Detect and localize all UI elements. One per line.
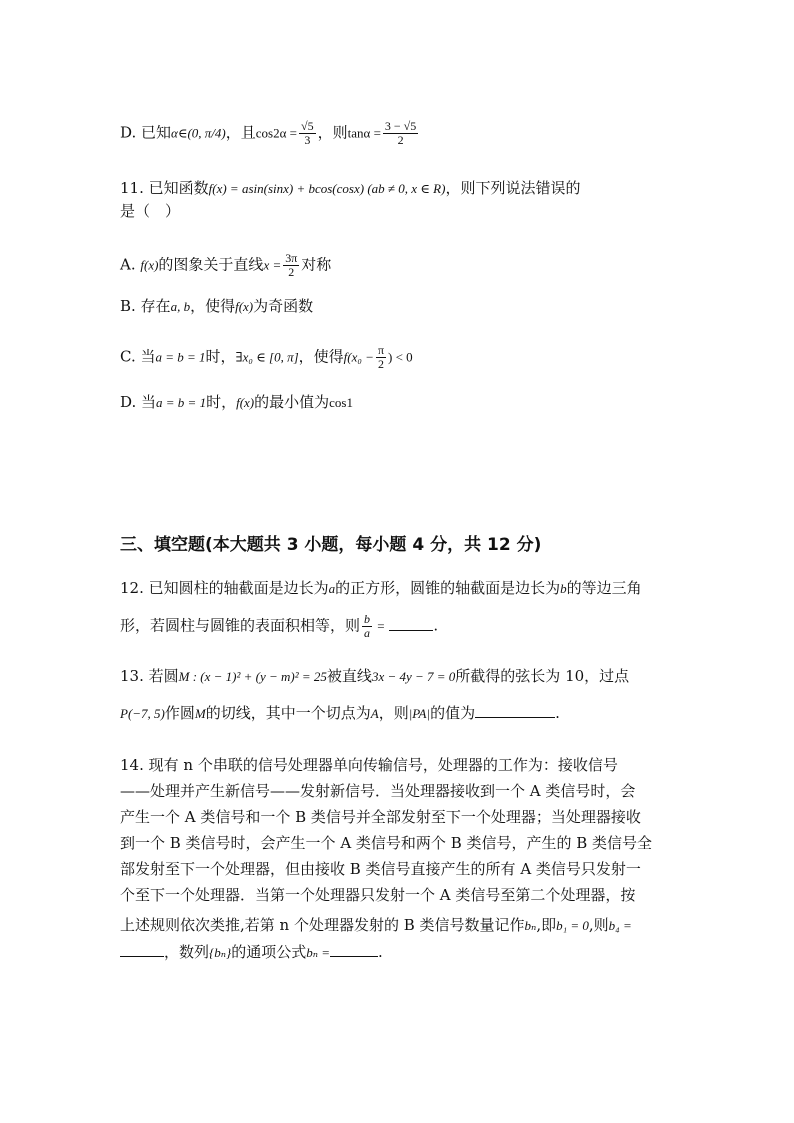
q14-row7: [120, 912, 680, 939]
text: ，则下列说法错误的: [445, 179, 581, 197]
text: 被直线: [326, 667, 372, 685]
text: 上述规则依次类推,若第 n 个处理器发射的 B 类信号数量记作: [120, 916, 525, 934]
math-expression: ∃x₀ ∈ [0, π]: [235, 349, 299, 365]
text: ，使得: [190, 297, 236, 315]
math-expression: 3x − 4y − 7 = 0: [371, 669, 456, 684]
prev-option-d: [120, 120, 420, 147]
text: .: [433, 616, 439, 635]
math-expression: P(−7, 5): [120, 706, 165, 721]
math-expression: =: [374, 618, 385, 634]
text: ，且: [225, 123, 256, 142]
text: 所截得的弦长为 10，过点: [455, 667, 630, 685]
text: 12. 已知圆柱的轴截面是边长为: [120, 579, 329, 597]
text: .: [378, 943, 383, 961]
math-expression: a, b: [170, 299, 191, 314]
q11-option-c: [120, 344, 413, 371]
q13-row2: [120, 701, 680, 726]
text: 为奇函数: [253, 297, 314, 315]
option-label: A.: [120, 255, 141, 274]
answer-blank[interactable]: [475, 703, 555, 718]
text: ,即: [536, 916, 557, 934]
answer-blank[interactable]: [330, 942, 378, 957]
q14-row: ——处理并产生新信号——发射新信号．当处理器接收到一个 A 类信号时，会: [120, 782, 636, 800]
q11-option-d: [120, 392, 353, 413]
math-var: M: [194, 706, 206, 721]
q14-row: 14. 现有 n 个串联的信号处理器单向传输信号，处理器的工作为：接收信号: [120, 756, 618, 774]
q11-option-a: [120, 252, 331, 279]
text: 的图象关于直线: [158, 255, 264, 274]
math-var: b: [560, 581, 567, 596]
q14-row: 到一个 B 类信号时，会产生一个 A 类信号和两个 B 类信号，产生的 B 类信号全: [120, 834, 653, 852]
q13-row1: [120, 664, 680, 689]
fraction-denominator: 2: [377, 357, 384, 371]
text: 时，: [205, 347, 236, 366]
fraction-numerator: π: [377, 343, 384, 357]
math-function: f(x) = asin(sinx) + bcos(cosx) (ab ≠ 0, x ∈ R): [208, 181, 446, 196]
text: 是（ ）: [120, 202, 181, 220]
option-label: D. 当: [120, 393, 157, 411]
text: ，则: [378, 704, 409, 722]
fraction: [283, 252, 299, 279]
text: ，使得: [298, 347, 344, 366]
option-label: D. 已知: [120, 123, 172, 142]
math-expression: x =: [263, 257, 282, 273]
fraction-denominator: a: [364, 626, 371, 640]
math-condition: α∈(0, π/4): [171, 125, 226, 141]
text: 时，: [206, 393, 237, 411]
text: 形，若圆柱与圆锥的表面积相等，则: [120, 616, 361, 635]
q11-option-b: [120, 296, 313, 317]
fraction-denominator: 2: [397, 133, 404, 147]
q14: [120, 752, 680, 966]
q14-row8: [120, 939, 680, 966]
math-var: A: [370, 706, 379, 721]
text: .: [555, 704, 560, 722]
fraction-numerator: 3 − √5: [384, 119, 417, 133]
q12: [120, 576, 680, 640]
math-expression: b₄ =: [608, 918, 632, 933]
fraction-denominator: 3: [304, 133, 311, 147]
fraction: [299, 120, 316, 147]
text: 的切线，其中一个切点为: [205, 704, 371, 722]
option-label: C. 当: [120, 347, 156, 366]
math-expression: |PA|: [408, 706, 431, 721]
text: 对称: [301, 255, 332, 274]
math-expression: f(x): [236, 395, 255, 410]
text: 作圆: [164, 704, 195, 722]
math-expression: f(x₀ −: [343, 349, 374, 365]
text: ,则: [588, 916, 609, 934]
fraction-numerator: √5: [301, 119, 314, 133]
q14-row: 产生一个 A 类信号和一个 B 类信号并全部发射至下一个处理器；当处理器接收: [120, 808, 641, 826]
math-expression: bₙ =: [306, 945, 330, 960]
q14-row: 个至下一个处理器．当第一个处理器只发射一个 A 类信号至第二个处理器，按: [120, 886, 636, 904]
math-expression: cos1: [329, 395, 353, 410]
fraction-numerator: b: [364, 612, 371, 626]
math-expression: a = b = 1: [155, 349, 206, 365]
math-expression: a = b = 1: [156, 395, 207, 410]
math-var: bₙ: [524, 918, 537, 933]
answer-blank[interactable]: [389, 616, 433, 631]
q12-row1: [120, 576, 680, 601]
math-expression: f(x): [140, 257, 159, 273]
q14-row: 部发射至下一个处理器，但由接收 B 类信号直接产生的所有 A 类信号只发射一: [120, 860, 641, 878]
math-expression: f(x): [235, 299, 254, 314]
math-expression: ) < 0: [388, 349, 413, 365]
section-heading: 三、填空题(本大题共 3 小题，每小题 4 分，共 12 分): [120, 535, 542, 555]
math-var: a: [328, 581, 336, 596]
text: 的等边三角: [566, 579, 642, 597]
math-expression: cos2α =: [255, 125, 298, 141]
text: 的正方形，圆锥的轴截面是边长为: [335, 579, 561, 597]
q11-stem-line2: [120, 201, 180, 221]
text: 的最小值为: [254, 393, 330, 411]
text: 13. 若圆: [120, 667, 179, 685]
text: 的值为: [430, 704, 476, 722]
text: 的通项公式: [231, 943, 307, 961]
fraction-denominator: 2: [288, 265, 295, 279]
answer-blank[interactable]: [120, 942, 164, 957]
text: ，则: [317, 123, 348, 142]
math-expression: tanα =: [347, 125, 381, 141]
q13: [120, 664, 680, 726]
fraction: [362, 613, 372, 640]
question-number: 11. 已知函数: [120, 179, 209, 197]
q12-row2: [120, 613, 680, 640]
fraction: [376, 344, 386, 371]
math-expression: M : (x − 1)² + (y − m)² = 25: [178, 669, 327, 684]
fraction-numerator: 3π: [285, 251, 298, 265]
option-label: B. 存在: [120, 297, 171, 315]
q11-stem-line1: [120, 178, 580, 199]
math-expression: b₁ = 0: [556, 918, 589, 933]
math-expression: {bₙ}: [209, 945, 232, 960]
fraction: [383, 120, 418, 147]
text: ，数列: [164, 943, 210, 961]
